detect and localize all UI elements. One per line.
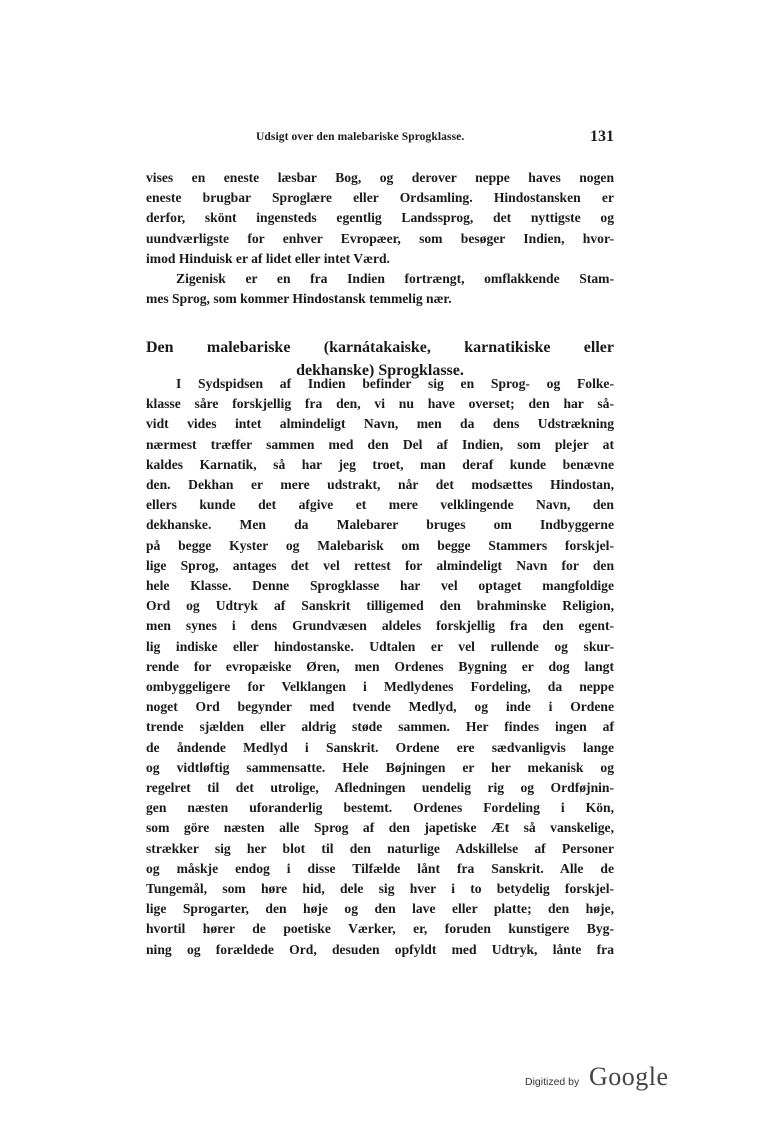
text-line: Tungemål, som høre hid, dele sig hver i to betydelig forskjel-	[146, 881, 614, 897]
text-line: lige Sprogarter, den høje og den lave eller platte; den høje,	[146, 901, 614, 917]
text-line: som göre næsten alle Sprog af den japetiske Æt så vanskelige,	[146, 820, 614, 836]
text-line: regelret til det utrolige, Afledningen uendelig rig og Ordføjnin-	[146, 780, 614, 796]
text-line: den. Dekhan er mere udstrakt, når det modsættes Hindostan,	[146, 477, 614, 493]
text-line: ellers kunde det afgive et mere velklingende Navn, den	[146, 497, 614, 513]
text-line: hele Klasse. Denne Sprogklasse har vel optaget mangfoldige	[146, 578, 614, 594]
text-line: nærmest træffer sammen med den Del af Indien, som plejer at	[146, 436, 614, 452]
text-line: lig indiske eller hindostanske. Udtalen er vel rullende og skur-	[146, 638, 614, 654]
text-line: men synes i dens Grundvæsen aldeles forskjellig fra den egent-	[146, 618, 614, 634]
text-line: vises en eneste læsbar Bog, og derover neppe haves nogen	[146, 170, 614, 185]
text-line: og vidtløftig sammensatte. Hele Bøjningen er her mekanisk og	[146, 759, 614, 775]
page-header	[146, 128, 614, 150]
text-line: Zigenisk er en fra Indien fortrængt, omflakkende Stam-	[176, 271, 614, 287]
text-line: ning og forældede Ord, desuden opfyldt med Udtryk, lånte fra	[146, 941, 614, 957]
text-line: kaldes Karnatik, så har jeg troet, man deraf kunde benævne	[146, 456, 614, 472]
text-line: Ord og Udtryk af Sanskrit tilligemed den brahminske Religion,	[146, 598, 614, 614]
google-logo: Google	[589, 1062, 669, 1091]
text-line: de åndende Medlyd i Sanskrit. Ordene ere sædvanligvis lange	[146, 739, 614, 755]
heading-line: dekhanske) Sprogklasse.	[296, 362, 464, 379]
text-line: rende for evropæiske Øren, men Ordenes Bygning er dog langt	[146, 658, 614, 674]
text-line: ombyggeligere for Velklangen i Medlydenes Fordeling, da neppe	[146, 679, 614, 695]
text-line: uundværligste for enhver Evropæer, som besøger Indien, hvor-	[146, 230, 614, 246]
text-line: vidt vides intet almindeligt Navn, men da dens Udstrækning	[146, 416, 614, 432]
text-line: derfor, skönt ingensteds egentlig Landssprog, det nyttigste og	[146, 210, 614, 226]
text-line: lige Sprog, antages det vel rettest for almindeligt Navn for den	[146, 557, 614, 573]
text-line: trende sjælden eller aldrig støde sammen. Her findes ingen af	[146, 719, 614, 735]
text-line: imod Hinduisk er af lidet eller intet Værd.	[146, 250, 390, 266]
text-line: klasse såre forskjellig fra den, vi nu have overset; den har så-	[146, 396, 614, 412]
text-line: I Sydspidsen af Indien befinder sig en Sprog- og Folke-	[176, 376, 614, 391]
heading-line: Den malebariske (karnátakaiske, karnatikiske eller	[146, 339, 614, 356]
text-line: hvortil hører de poetiske Værker, er, foruden kunstigere Byg-	[146, 921, 614, 937]
digitization-credit	[525, 1062, 685, 1092]
text-line: og måskje endog i disse Tilfælde lånt fra Sanskrit. Alle de	[146, 860, 614, 876]
text-line: strækker sig her blot til den naturlige Adskillelse af Personer	[146, 840, 614, 856]
text-line: dekhanske. Men da Malebarer bruges om Indbyggerne	[146, 517, 614, 533]
text-line: på begge Kyster og Malebarisk om begge Stammers forskjel-	[146, 537, 614, 553]
page-number: 131	[590, 128, 614, 145]
digitized-by-label: Digitized by	[525, 1076, 580, 1088]
text-line: eneste brugbar Sproglære eller Ordsamling. Hindostansken er	[146, 190, 614, 206]
opening-paragraphs	[146, 168, 614, 309]
text-line: gen næsten uforanderlig bestemt. Ordenes Fordeling i Kön,	[146, 800, 614, 816]
text-line: mes Sprog, som kommer Hindostansk temmelig nær.	[146, 291, 452, 307]
section-paragraph	[146, 374, 614, 960]
running-title: Udsigt over den malebariske Sprogklasse.	[256, 131, 465, 143]
text-line: noget Ord begynder med tvende Medlyd, og inde i Ordene	[146, 699, 614, 715]
